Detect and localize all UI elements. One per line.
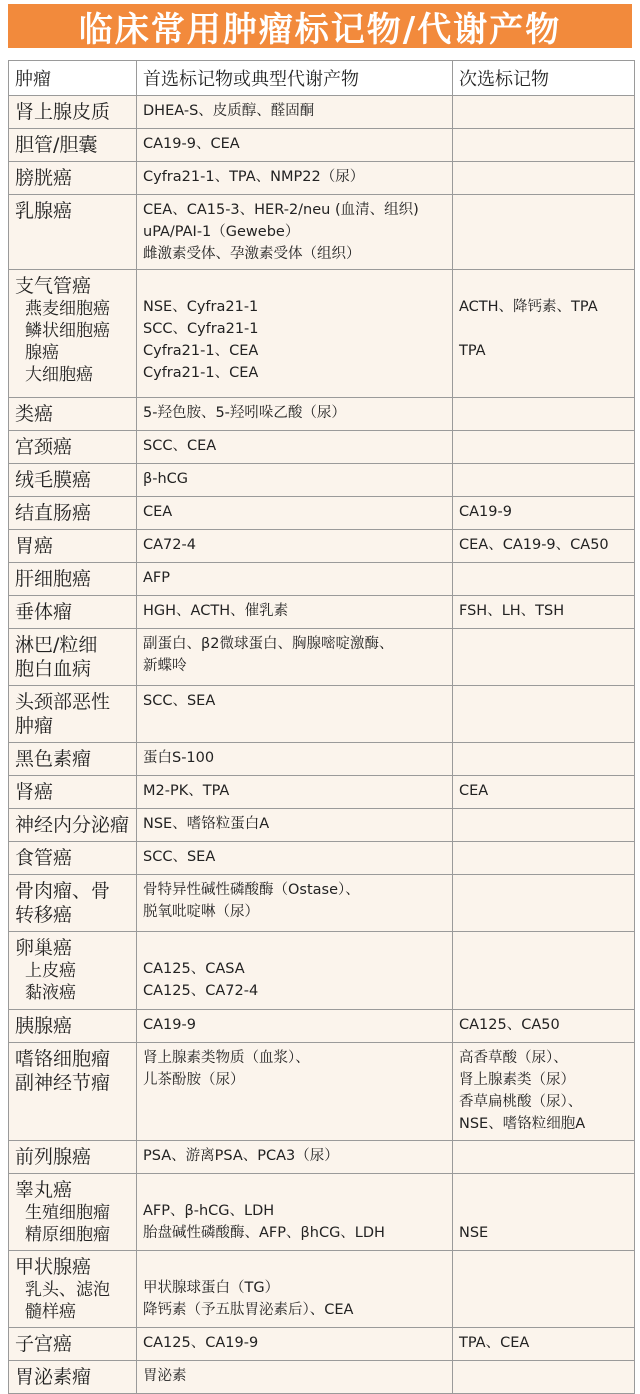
primary-marker-cell bbox=[137, 1043, 453, 1141]
primary-marker-text: SCC、Cyfra21-1 bbox=[143, 321, 259, 337]
secondary-marker-cell bbox=[453, 932, 635, 1010]
tumor-cell bbox=[9, 1141, 137, 1174]
primary-marker-cell bbox=[137, 629, 453, 686]
tumor-name: 胞白血病 bbox=[15, 658, 92, 680]
secondary-marker-cell bbox=[453, 431, 635, 464]
table-row bbox=[9, 809, 635, 842]
primary-marker-text: 甲状腺球蛋白（TG） bbox=[143, 1280, 280, 1296]
table-row bbox=[9, 1328, 635, 1361]
tumor-cell bbox=[9, 464, 137, 497]
table-row bbox=[9, 1251, 635, 1328]
tumor-cell bbox=[9, 1010, 137, 1043]
tumor-name: 头颈部恶性 bbox=[15, 691, 111, 713]
secondary-marker-text: CA125、CA50 bbox=[459, 1017, 560, 1033]
secondary-marker-text: NSE、嗜铬粒细胞A bbox=[459, 1116, 586, 1132]
tumor-cell bbox=[9, 162, 137, 195]
tumor-name: 子宫癌 bbox=[15, 1333, 73, 1355]
secondary-marker-cell bbox=[453, 875, 635, 932]
table-body bbox=[9, 96, 635, 1394]
primary-marker-cell bbox=[137, 809, 453, 842]
tumor-subtype: 生殖细胞瘤 bbox=[25, 1203, 110, 1223]
table-row bbox=[9, 530, 635, 563]
primary-marker-cell bbox=[137, 842, 453, 875]
table-row bbox=[9, 270, 635, 398]
secondary-marker-cell bbox=[453, 270, 635, 398]
secondary-marker-cell bbox=[453, 1251, 635, 1328]
tumor-name: 乳腺癌 bbox=[15, 200, 73, 222]
primary-marker-text: Cyfra21-1、CEA bbox=[143, 343, 259, 359]
tumor-cell bbox=[9, 129, 137, 162]
tumor-subtype: 燕麦细胞癌 bbox=[25, 299, 110, 319]
secondary-marker-cell bbox=[453, 1361, 635, 1394]
tumor-name: 转移癌 bbox=[15, 904, 73, 926]
primary-marker-cell bbox=[137, 776, 453, 809]
primary-marker-cell bbox=[137, 195, 453, 270]
primary-marker-cell bbox=[137, 1010, 453, 1043]
tumor-name: 宫颈癌 bbox=[15, 436, 73, 458]
primary-marker-cell bbox=[137, 1141, 453, 1174]
primary-marker-cell bbox=[137, 563, 453, 596]
tumor-name: 食管癌 bbox=[15, 847, 73, 869]
tumor-subtype: 鳞状细胞癌 bbox=[25, 321, 110, 341]
primary-marker-cell bbox=[137, 743, 453, 776]
tumor-name: 垂体瘤 bbox=[15, 601, 73, 623]
tumor-subtype: 大细胞癌 bbox=[25, 365, 93, 385]
secondary-marker-cell bbox=[453, 1328, 635, 1361]
table-row bbox=[9, 1043, 635, 1141]
tumor-name: 卵巢癌 bbox=[15, 937, 73, 959]
primary-marker-text: CA125、CA72-4 bbox=[143, 983, 259, 999]
secondary-marker-cell bbox=[453, 497, 635, 530]
primary-marker-cell bbox=[137, 596, 453, 629]
table-header-row bbox=[9, 61, 635, 96]
tumor-name: 绒毛膜癌 bbox=[15, 469, 92, 491]
secondary-marker-cell bbox=[453, 743, 635, 776]
primary-marker-cell bbox=[137, 398, 453, 431]
table-row bbox=[9, 398, 635, 431]
primary-marker-text: β-hCG bbox=[143, 471, 189, 487]
secondary-marker-cell bbox=[453, 596, 635, 629]
tumor-cell bbox=[9, 431, 137, 464]
tumor-cell bbox=[9, 497, 137, 530]
secondary-marker-text bbox=[459, 318, 628, 340]
tumor-name: 肾癌 bbox=[15, 781, 54, 803]
primary-marker-text: 副蛋白、β2微球蛋白、胸腺嘧啶激酶、 bbox=[143, 636, 394, 652]
primary-marker-cell bbox=[137, 129, 453, 162]
primary-marker-cell bbox=[137, 497, 453, 530]
secondary-marker-text: TPA、CEA bbox=[459, 1335, 530, 1351]
primary-marker-text: SCC、CEA bbox=[143, 438, 217, 454]
secondary-marker-cell bbox=[453, 629, 635, 686]
primary-marker-text: 胃泌素 bbox=[143, 1368, 187, 1384]
table-row bbox=[9, 776, 635, 809]
tumor-subtype: 黏液癌 bbox=[25, 983, 76, 1003]
primary-marker-text: HGH、ACTH、催乳素 bbox=[143, 603, 289, 619]
tumor-cell bbox=[9, 743, 137, 776]
primary-marker-text: 降钙素（予五肽胃泌素后）、CEA bbox=[143, 1302, 354, 1318]
primary-marker-cell bbox=[137, 270, 453, 398]
title-banner bbox=[8, 4, 632, 48]
tumor-cell bbox=[9, 530, 137, 563]
header-secondary-marker: 次选标记物 bbox=[453, 61, 635, 96]
secondary-marker-cell bbox=[453, 195, 635, 270]
secondary-marker-text: CEA、CA19-9、CA50 bbox=[459, 537, 609, 553]
tumor-name: 骨肉瘤、骨 bbox=[15, 880, 111, 902]
tumor-subtype: 上皮癌 bbox=[25, 961, 76, 981]
tumor-name: 前列腺癌 bbox=[15, 1146, 92, 1168]
tumor-cell bbox=[9, 596, 137, 629]
tumor-name: 甲状腺癌 bbox=[15, 1256, 92, 1278]
primary-marker-text bbox=[143, 936, 446, 958]
primary-marker-text: 新蝶呤 bbox=[143, 658, 187, 674]
primary-marker-text: PSA、游离PSA、PCA3（尿） bbox=[143, 1148, 339, 1164]
primary-marker-text: CA19-9、CEA bbox=[143, 136, 240, 152]
primary-marker-cell bbox=[137, 686, 453, 743]
primary-marker-text bbox=[143, 1255, 446, 1277]
primary-marker-text: NSE、Cyfra21-1 bbox=[143, 299, 259, 315]
secondary-marker-cell bbox=[453, 129, 635, 162]
primary-marker-text: AFP、β-hCG、LDH bbox=[143, 1203, 275, 1219]
primary-marker-text: Cyfra21-1、TPA、NMP22（尿） bbox=[143, 169, 365, 185]
table-row bbox=[9, 932, 635, 1010]
primary-marker-text: CEA bbox=[143, 504, 173, 520]
primary-marker-text: 雌激素受体、孕激素受体（组织） bbox=[143, 246, 361, 262]
primary-marker-text: SCC、SEA bbox=[143, 849, 216, 865]
primary-marker-cell bbox=[137, 530, 453, 563]
primary-marker-text: Cyfra21-1、CEA bbox=[143, 365, 259, 381]
table-row bbox=[9, 1361, 635, 1394]
table-row bbox=[9, 464, 635, 497]
table-row bbox=[9, 596, 635, 629]
tumor-name: 膀胱癌 bbox=[15, 167, 73, 189]
primary-marker-cell bbox=[137, 464, 453, 497]
primary-marker-text: 儿茶酚胺（尿） bbox=[143, 1072, 245, 1088]
table-row bbox=[9, 96, 635, 129]
table-row bbox=[9, 1141, 635, 1174]
primary-marker-text: AFP bbox=[143, 570, 171, 586]
tumor-cell bbox=[9, 1043, 137, 1141]
secondary-marker-text: NSE bbox=[459, 1225, 489, 1241]
tumor-name: 副神经节瘤 bbox=[15, 1072, 111, 1094]
secondary-marker-text: CEA bbox=[459, 783, 489, 799]
primary-marker-cell bbox=[137, 96, 453, 129]
secondary-marker-text bbox=[459, 1200, 628, 1222]
tumor-name: 肝细胞癌 bbox=[15, 568, 92, 590]
table-row bbox=[9, 1010, 635, 1043]
tumor-cell bbox=[9, 1251, 137, 1328]
tumor-name: 结直肠癌 bbox=[15, 502, 92, 524]
secondary-marker-cell bbox=[453, 1043, 635, 1141]
tumor-cell bbox=[9, 96, 137, 129]
tumor-cell bbox=[9, 270, 137, 398]
header-primary-marker: 首选标记物或典型代谢产物 bbox=[137, 61, 453, 96]
secondary-marker-cell bbox=[453, 96, 635, 129]
primary-marker-text: uPA/PAI-1（Gewebe） bbox=[143, 224, 300, 240]
primary-marker-text: CA72-4 bbox=[143, 537, 196, 553]
secondary-marker-cell bbox=[453, 162, 635, 195]
tumor-cell bbox=[9, 875, 137, 932]
tumor-name: 睾丸癌 bbox=[15, 1179, 73, 1201]
table-row bbox=[9, 875, 635, 932]
tumor-subtype: 乳头、滤泡 bbox=[25, 1280, 110, 1300]
tumor-name: 肾上腺皮质 bbox=[15, 101, 111, 123]
primary-marker-text: 脱氧吡啶啉（尿） bbox=[143, 904, 259, 920]
page-title: 临床常用肿瘤标记物/代谢产物 bbox=[78, 9, 562, 50]
secondary-marker-cell bbox=[453, 1010, 635, 1043]
secondary-marker-cell bbox=[453, 776, 635, 809]
primary-marker-cell bbox=[137, 1251, 453, 1328]
secondary-marker-text bbox=[459, 274, 628, 296]
table-row bbox=[9, 1174, 635, 1251]
tumor-subtype: 精原细胞瘤 bbox=[25, 1225, 110, 1245]
table-row bbox=[9, 842, 635, 875]
primary-marker-text: CA125、CA19-9 bbox=[143, 1335, 259, 1351]
table-row bbox=[9, 743, 635, 776]
primary-marker-text: DHEA-S、皮质醇、醛固酮 bbox=[143, 103, 315, 119]
secondary-marker-text: CA19-9 bbox=[459, 504, 512, 520]
tumor-name: 神经内分泌瘤 bbox=[15, 814, 130, 836]
table-row bbox=[9, 431, 635, 464]
primary-marker-cell bbox=[137, 875, 453, 932]
secondary-marker-cell bbox=[453, 464, 635, 497]
secondary-marker-cell bbox=[453, 1141, 635, 1174]
secondary-marker-text: 高香草酸（尿）、 bbox=[459, 1050, 568, 1066]
primary-marker-text: CA19-9 bbox=[143, 1017, 196, 1033]
tumor-name: 淋巴/粒细 bbox=[15, 634, 98, 656]
secondary-marker-text: 香草扁桃酸（尿）、 bbox=[459, 1094, 583, 1110]
tumor-name: 嗜铬细胞瘤 bbox=[15, 1048, 111, 1070]
primary-marker-text: CEA、CA15-3、HER-2/neu (血清、组织) bbox=[143, 202, 419, 218]
secondary-marker-cell bbox=[453, 398, 635, 431]
tumor-name: 支气管癌 bbox=[15, 275, 92, 297]
tumor-name: 肿瘤 bbox=[15, 715, 54, 737]
secondary-marker-text: TPA bbox=[459, 343, 486, 359]
tumor-subtype: 髓样癌 bbox=[25, 1302, 76, 1322]
primary-marker-cell bbox=[137, 431, 453, 464]
tumor-cell bbox=[9, 842, 137, 875]
secondary-marker-cell bbox=[453, 530, 635, 563]
tumor-subtype: 腺癌 bbox=[25, 343, 59, 363]
tumor-name: 胆管/胆囊 bbox=[15, 134, 98, 156]
tumor-name: 类癌 bbox=[15, 403, 54, 425]
secondary-marker-text: 肾上腺素类（尿） bbox=[459, 1072, 575, 1088]
tumor-cell bbox=[9, 1328, 137, 1361]
header-tumor: 肿瘤 bbox=[9, 61, 137, 96]
table-row bbox=[9, 629, 635, 686]
tumor-marker-table bbox=[8, 60, 635, 1394]
secondary-marker-cell bbox=[453, 842, 635, 875]
secondary-marker-text: ACTH、降钙素、TPA bbox=[459, 299, 598, 315]
secondary-marker-cell bbox=[453, 809, 635, 842]
table-row bbox=[9, 195, 635, 270]
secondary-marker-text bbox=[459, 1178, 628, 1200]
primary-marker-cell bbox=[137, 162, 453, 195]
table-row bbox=[9, 162, 635, 195]
primary-marker-text: 胎盘碱性磷酸酶、AFP、βhCG、LDH bbox=[143, 1225, 385, 1241]
tumor-cell bbox=[9, 1361, 137, 1394]
secondary-marker-cell bbox=[453, 686, 635, 743]
tumor-name: 胃癌 bbox=[15, 535, 54, 557]
primary-marker-cell bbox=[137, 1328, 453, 1361]
tumor-cell bbox=[9, 398, 137, 431]
tumor-cell bbox=[9, 776, 137, 809]
primary-marker-text: CA125、CASA bbox=[143, 961, 245, 977]
tumor-cell bbox=[9, 563, 137, 596]
primary-marker-text bbox=[143, 274, 446, 296]
primary-marker-text: 5-羟色胺、5-羟吲哚乙酸（尿） bbox=[143, 405, 346, 421]
primary-marker-cell bbox=[137, 1361, 453, 1394]
primary-marker-text bbox=[143, 1178, 446, 1200]
primary-marker-cell bbox=[137, 932, 453, 1010]
primary-marker-text: 蛋白S-100 bbox=[143, 750, 215, 766]
tumor-name: 黑色素瘤 bbox=[15, 748, 92, 770]
primary-marker-text: 肾上腺素类物质（血浆）、 bbox=[143, 1050, 310, 1066]
secondary-marker-text bbox=[459, 362, 628, 384]
primary-marker-text: M2-PK、TPA bbox=[143, 783, 230, 799]
table-row bbox=[9, 129, 635, 162]
secondary-marker-text: FSH、LH、TSH bbox=[459, 603, 565, 619]
table-row bbox=[9, 686, 635, 743]
table-row bbox=[9, 497, 635, 530]
tumor-cell bbox=[9, 195, 137, 270]
primary-marker-cell bbox=[137, 1174, 453, 1251]
tumor-name: 胰腺癌 bbox=[15, 1015, 73, 1037]
secondary-marker-cell bbox=[453, 1174, 635, 1251]
table-row bbox=[9, 563, 635, 596]
tumor-cell bbox=[9, 809, 137, 842]
tumor-name: 胃泌素瘤 bbox=[15, 1366, 92, 1388]
tumor-cell bbox=[9, 1174, 137, 1251]
primary-marker-text: 骨特异性碱性磷酸酶（Ostase）、 bbox=[143, 882, 360, 898]
tumor-cell bbox=[9, 932, 137, 1010]
primary-marker-text: NSE、嗜铬粒蛋白A bbox=[143, 816, 270, 832]
secondary-marker-cell bbox=[453, 563, 635, 596]
primary-marker-text: SCC、SEA bbox=[143, 693, 216, 709]
tumor-cell bbox=[9, 686, 137, 743]
tumor-cell bbox=[9, 629, 137, 686]
